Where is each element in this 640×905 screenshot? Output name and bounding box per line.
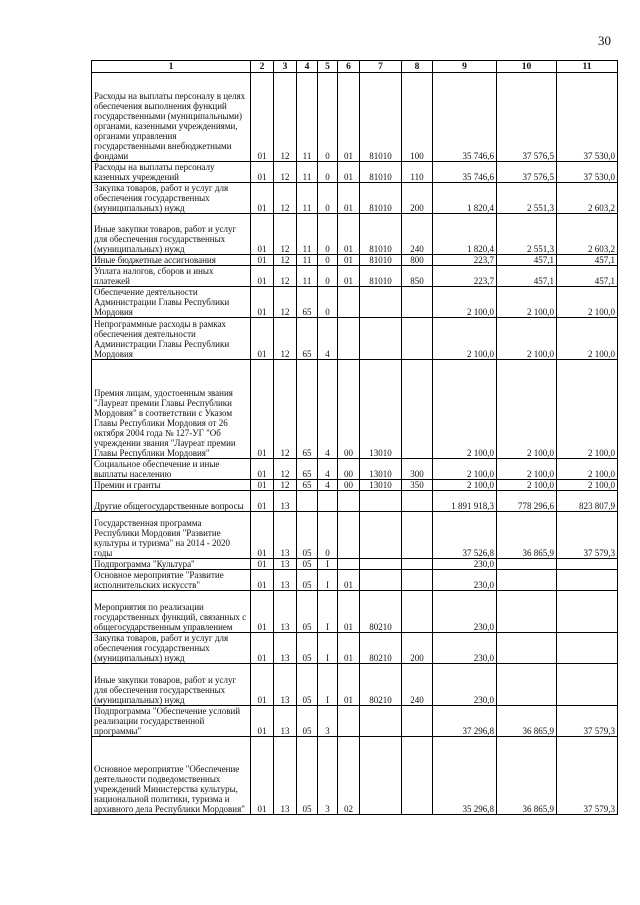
- row-description: Иные закупки товаров, работ и услуг для обеспечения государственных (муниципальных) нужд: [92, 214, 251, 255]
- table-cell: 37 576,5: [497, 73, 557, 162]
- table-cell: 81010: [360, 73, 402, 162]
- table-cell: 223,7: [433, 255, 497, 266]
- table-cell: 1 820,4: [433, 183, 497, 214]
- table-cell: 0: [318, 183, 338, 214]
- column-header: 5: [318, 61, 338, 73]
- column-header: 4: [297, 61, 318, 73]
- table-cell: 01: [251, 706, 274, 737]
- table-cell: 457,1: [497, 255, 557, 266]
- table-cell: [338, 559, 360, 570]
- table-cell: 230,0: [433, 570, 497, 591]
- table-cell: 4: [318, 318, 338, 360]
- table-cell: 3: [318, 706, 338, 737]
- table-cell: [402, 360, 433, 459]
- table-cell: 3: [318, 737, 338, 815]
- row-description: Другие общегосударственные вопросы: [92, 491, 251, 512]
- table-cell: [557, 570, 618, 591]
- table-cell: 0: [318, 287, 338, 318]
- table-cell: 12: [274, 287, 297, 318]
- table-cell: 37 579,3: [557, 706, 618, 737]
- table-cell: [402, 318, 433, 360]
- table-cell: [557, 664, 618, 706]
- column-header: 1: [92, 61, 251, 73]
- table-cell: 2 100,0: [557, 459, 618, 480]
- table-cell: 100: [402, 73, 433, 162]
- table-cell: 35 746,6: [433, 73, 497, 162]
- table-cell: 01: [251, 633, 274, 664]
- table-cell: 457,1: [497, 266, 557, 287]
- table-row: [92, 491, 618, 512]
- table-cell: 81010: [360, 266, 402, 287]
- table-cell: 05: [297, 559, 318, 570]
- table-cell: [557, 633, 618, 664]
- table-cell: [360, 706, 402, 737]
- table-cell: 13: [274, 559, 297, 570]
- table-cell: 2 100,0: [497, 360, 557, 459]
- table-cell: 00: [338, 360, 360, 459]
- table-cell: 13: [274, 591, 297, 633]
- table-cell: 0: [318, 255, 338, 266]
- table-cell: [338, 491, 360, 512]
- table-cell: 05: [297, 633, 318, 664]
- table-cell: 35 296,8: [433, 737, 497, 815]
- table-cell: 300: [402, 459, 433, 480]
- table-cell: 01: [251, 491, 274, 512]
- table-cell: 457,1: [557, 255, 618, 266]
- table-cell: [338, 318, 360, 360]
- table-cell: [402, 591, 433, 633]
- column-header: 10: [497, 61, 557, 73]
- table-cell: 457,1: [557, 266, 618, 287]
- table-cell: [497, 591, 557, 633]
- table-cell: 2 100,0: [497, 287, 557, 318]
- table-cell: 850: [402, 266, 433, 287]
- table-cell: [360, 512, 402, 559]
- table-cell: 01: [338, 255, 360, 266]
- table-cell: [338, 706, 360, 737]
- table-cell: 65: [297, 360, 318, 459]
- table-cell: 2 100,0: [557, 360, 618, 459]
- table-cell: 37 530,0: [557, 162, 618, 183]
- table-cell: 05: [297, 737, 318, 815]
- table-cell: [497, 633, 557, 664]
- table-cell: 4: [318, 459, 338, 480]
- table-row: [92, 214, 618, 255]
- table-cell: 0: [318, 162, 338, 183]
- table-cell: 01: [338, 214, 360, 255]
- table-cell: [402, 287, 433, 318]
- row-description: Иные закупки товаров, работ и услуг для обеспечения государственных (муниципальных) нужд: [92, 664, 251, 706]
- table-cell: [497, 570, 557, 591]
- table-cell: I: [318, 559, 338, 570]
- table-cell: 240: [402, 664, 433, 706]
- table-cell: 2 100,0: [433, 459, 497, 480]
- row-description: Подпрограмма "Обеспечение условий реализации государственной программы": [92, 706, 251, 737]
- table-cell: 01: [251, 255, 274, 266]
- table-cell: 12: [274, 162, 297, 183]
- budget-table: [91, 60, 618, 815]
- table-cell: 12: [274, 266, 297, 287]
- table-cell: 80210: [360, 664, 402, 706]
- table-row: [92, 559, 618, 570]
- table-cell: 01: [251, 318, 274, 360]
- table-cell: 0: [318, 512, 338, 559]
- table-cell: 81010: [360, 255, 402, 266]
- table-cell: [557, 559, 618, 570]
- table-cell: 11: [297, 183, 318, 214]
- table-cell: 110: [402, 162, 433, 183]
- table-row: [92, 633, 618, 664]
- row-description: Обеспечение деятельности Администрации Главы Республики Мордовия: [92, 287, 251, 318]
- row-description: Мероприятия по реализации государственных функций, связанных с общегосударственным управлением: [92, 591, 251, 633]
- table-cell: 2 603,2: [557, 183, 618, 214]
- table-cell: 2 100,0: [433, 318, 497, 360]
- table-row: [92, 255, 618, 266]
- table-cell: 2 100,0: [433, 360, 497, 459]
- table-cell: 12: [274, 73, 297, 162]
- table-cell: 35 746,6: [433, 162, 497, 183]
- table-body: [92, 73, 618, 815]
- table-cell: [338, 512, 360, 559]
- table-row: [92, 570, 618, 591]
- table-cell: [297, 491, 318, 512]
- table-cell: 2 100,0: [557, 480, 618, 491]
- column-header: 8: [402, 61, 433, 73]
- table-cell: 0: [318, 214, 338, 255]
- row-description: Премия лицам, удостоенным звания "Лауреат премии Главы Республики Мордовия" в соответствии с Указом Главы Республики Мордовия от 26 октября 2004 года № 127-УГ "Об учреждении звания "Лауреат премии Главы Республики Мордовия": [92, 360, 251, 459]
- table-cell: 223,7: [433, 266, 497, 287]
- table-cell: [557, 591, 618, 633]
- table-cell: 2 100,0: [497, 318, 557, 360]
- table-cell: 13: [274, 512, 297, 559]
- table-cell: 13: [274, 570, 297, 591]
- table-cell: 01: [338, 570, 360, 591]
- table-cell: 37 526,8: [433, 512, 497, 559]
- table-cell: 01: [251, 266, 274, 287]
- table-cell: 01: [338, 633, 360, 664]
- table-row: [92, 591, 618, 633]
- table-cell: 12: [274, 318, 297, 360]
- table-cell: 12: [274, 183, 297, 214]
- page-number: 30: [598, 33, 611, 48]
- row-description: Подпрограмма "Культура": [92, 559, 251, 570]
- table-cell: 01: [251, 73, 274, 162]
- column-header: 3: [274, 61, 297, 73]
- row-description: Основное мероприятие "Обеспечение деятельности подведомственных учреждений Министерства культуры, национальной политики, туризма и архивного дела Республики Мордовия": [92, 737, 251, 815]
- table-cell: 05: [297, 512, 318, 559]
- table-cell: 01: [251, 664, 274, 706]
- table-cell: 230,0: [433, 591, 497, 633]
- table-cell: 65: [297, 480, 318, 491]
- column-header: 6: [338, 61, 360, 73]
- table-cell: 37 530,0: [557, 73, 618, 162]
- table-cell: [360, 318, 402, 360]
- table-cell: I: [318, 664, 338, 706]
- table-cell: 11: [297, 266, 318, 287]
- table-cell: 4: [318, 480, 338, 491]
- table-cell: 81010: [360, 214, 402, 255]
- table-cell: [402, 559, 433, 570]
- table-cell: 00: [338, 480, 360, 491]
- table-cell: 81010: [360, 162, 402, 183]
- table-cell: 12: [274, 360, 297, 459]
- table-cell: 02: [338, 737, 360, 815]
- table-cell: 01: [338, 183, 360, 214]
- table-cell: 13010: [360, 360, 402, 459]
- table-cell: 230,0: [433, 633, 497, 664]
- table-cell: 2 100,0: [497, 480, 557, 491]
- table-cell: 65: [297, 287, 318, 318]
- table-cell: 01: [338, 73, 360, 162]
- table-cell: 13: [274, 491, 297, 512]
- table-cell: 13: [274, 737, 297, 815]
- table-cell: 36 865,9: [497, 737, 557, 815]
- table-cell: 37 579,3: [557, 512, 618, 559]
- table-cell: 65: [297, 459, 318, 480]
- row-description: Социальное обеспечение и иные выплаты населению: [92, 459, 251, 480]
- table-cell: 37 579,3: [557, 737, 618, 815]
- row-description: Премии и гранты: [92, 480, 251, 491]
- table-cell: 4: [318, 360, 338, 459]
- table-cell: 01: [251, 287, 274, 318]
- row-description: Уплата налогов, сборов и иных платежей: [92, 266, 251, 287]
- table-cell: 01: [251, 214, 274, 255]
- table-row: [92, 360, 618, 459]
- table-cell: [338, 287, 360, 318]
- table-cell: 00: [338, 459, 360, 480]
- table-cell: 01: [251, 183, 274, 214]
- table-row: [92, 737, 618, 815]
- table-cell: 200: [402, 183, 433, 214]
- table-row: [92, 183, 618, 214]
- table-cell: I: [318, 570, 338, 591]
- table-cell: [497, 664, 557, 706]
- table-cell: 12: [274, 214, 297, 255]
- table-cell: [497, 559, 557, 570]
- table-cell: 13010: [360, 480, 402, 491]
- table-cell: 2 100,0: [557, 318, 618, 360]
- table-cell: [402, 491, 433, 512]
- row-description: Расходы на выплаты персоналу казенных учреждений: [92, 162, 251, 183]
- table-cell: 05: [297, 664, 318, 706]
- row-description: Иные бюджетные ассигнования: [92, 255, 251, 266]
- table-cell: 12: [274, 480, 297, 491]
- table-cell: 0: [318, 266, 338, 287]
- table-cell: 80210: [360, 633, 402, 664]
- column-header: 11: [557, 61, 618, 73]
- table-cell: 01: [251, 591, 274, 633]
- table-cell: 01: [338, 266, 360, 287]
- column-header: 7: [360, 61, 402, 73]
- table-cell: [402, 706, 433, 737]
- table-cell: 13010: [360, 459, 402, 480]
- table-row: [92, 318, 618, 360]
- table-cell: 350: [402, 480, 433, 491]
- table-cell: 01: [338, 664, 360, 706]
- table-cell: 01: [251, 737, 274, 815]
- table-cell: 01: [251, 459, 274, 480]
- table-cell: 11: [297, 73, 318, 162]
- table-cell: 37 576,5: [497, 162, 557, 183]
- table-row: [92, 706, 618, 737]
- table-cell: 36 865,9: [497, 512, 557, 559]
- table-cell: [360, 287, 402, 318]
- row-description: Основное мероприятие "Развитие исполнительских искусств": [92, 570, 251, 591]
- table-cell: [360, 491, 402, 512]
- table-cell: 01: [251, 360, 274, 459]
- table-cell: 01: [251, 559, 274, 570]
- table-cell: 11: [297, 214, 318, 255]
- table-cell: 823 807,9: [557, 491, 618, 512]
- table-cell: 1 820,4: [433, 214, 497, 255]
- row-description: Закупка товаров, работ и услуг для обеспечения государственных (муниципальных) нужд: [92, 633, 251, 664]
- table-cell: 05: [297, 591, 318, 633]
- table-cell: 13: [274, 633, 297, 664]
- table-cell: 200: [402, 633, 433, 664]
- table-row: [92, 162, 618, 183]
- table-cell: [402, 737, 433, 815]
- header-row: [92, 61, 618, 73]
- table-cell: 2 100,0: [433, 287, 497, 318]
- table-cell: 230,0: [433, 559, 497, 570]
- table-cell: 01: [251, 570, 274, 591]
- table-cell: 13: [274, 706, 297, 737]
- table-row: [92, 480, 618, 491]
- row-description: Закупка товаров, работ и услуг для обеспечения государственных (муниципальных) нужд: [92, 183, 251, 214]
- table-cell: 778 296,6: [497, 491, 557, 512]
- row-description: Непрограммные расходы в рамках обеспечения деятельности Администрации Главы Республики Мордовия: [92, 318, 251, 360]
- row-description: Государственная программа Республики Мордовия "Развитие культуры и туризма" на 2014 - 2020 годы: [92, 512, 251, 559]
- table-cell: 800: [402, 255, 433, 266]
- table-row: [92, 73, 618, 162]
- table-cell: 01: [338, 591, 360, 633]
- row-description: Расходы на выплаты персоналу в целях обеспечения выполнения функций государственными (муниципальными) органами, казенными учреждениями, органами управления государственными внебюджетными фондами: [92, 73, 251, 162]
- table-cell: 37 296,8: [433, 706, 497, 737]
- table-cell: 05: [297, 706, 318, 737]
- table-cell: 2 100,0: [557, 287, 618, 318]
- table-cell: 13: [274, 664, 297, 706]
- table-cell: [360, 559, 402, 570]
- table-cell: 2 551,3: [497, 214, 557, 255]
- table-cell: 01: [251, 162, 274, 183]
- column-header: 9: [433, 61, 497, 73]
- table-row: [92, 287, 618, 318]
- table-cell: 36 865,9: [497, 706, 557, 737]
- table-cell: 12: [274, 255, 297, 266]
- table-cell: [360, 570, 402, 591]
- table-cell: 01: [251, 480, 274, 491]
- table-cell: 05: [297, 570, 318, 591]
- table-cell: 2 603,2: [557, 214, 618, 255]
- table-cell: 11: [297, 255, 318, 266]
- table-cell: 80210: [360, 591, 402, 633]
- table-row: [92, 459, 618, 480]
- table-cell: 11: [297, 162, 318, 183]
- table-row: [92, 512, 618, 559]
- table-cell: 1 891 918,3: [433, 491, 497, 512]
- table-cell: 2 100,0: [497, 459, 557, 480]
- table-cell: 65: [297, 318, 318, 360]
- table-cell: 2 100,0: [433, 480, 497, 491]
- table-cell: 230,0: [433, 664, 497, 706]
- table-cell: I: [318, 633, 338, 664]
- column-header: 2: [251, 61, 274, 73]
- table-cell: I: [318, 591, 338, 633]
- table-cell: 0: [318, 73, 338, 162]
- table-row: [92, 664, 618, 706]
- table-cell: [402, 570, 433, 591]
- table-row: [92, 266, 618, 287]
- table-cell: 240: [402, 214, 433, 255]
- table-cell: [318, 491, 338, 512]
- table-cell: 01: [338, 162, 360, 183]
- table-cell: [402, 512, 433, 559]
- table-cell: 01: [251, 512, 274, 559]
- table-cell: 12: [274, 459, 297, 480]
- table-cell: [360, 737, 402, 815]
- table-cell: 2 551,3: [497, 183, 557, 214]
- table-cell: 81010: [360, 183, 402, 214]
